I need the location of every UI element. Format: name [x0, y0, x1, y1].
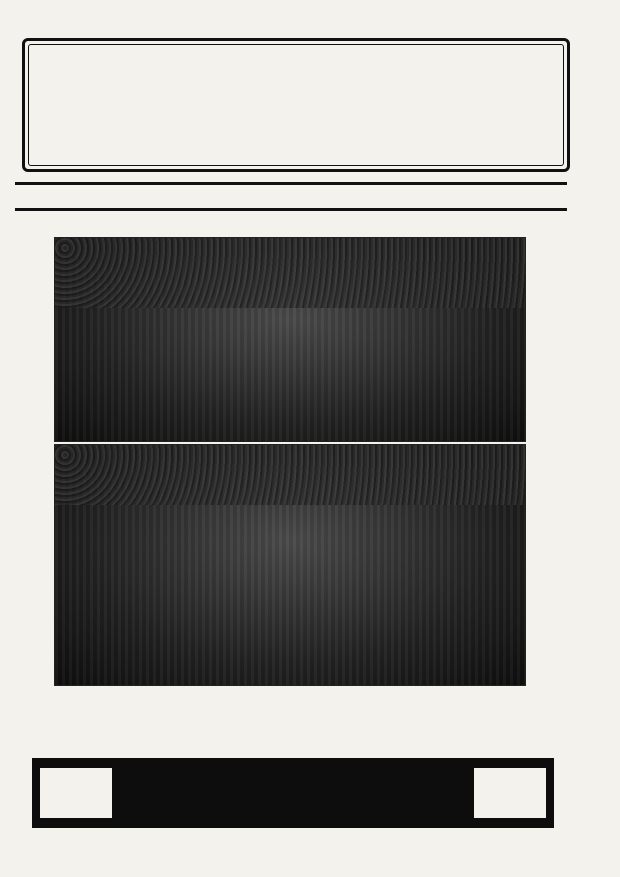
ad-right-panel	[474, 768, 546, 818]
photo-crowd	[55, 445, 525, 505]
ad-left-panel	[40, 768, 112, 818]
header-rule-top	[15, 182, 567, 185]
photo-crowd	[55, 238, 525, 308]
header-rule-bottom	[15, 208, 567, 211]
photo-team-austria	[54, 444, 526, 686]
advertisement	[32, 758, 554, 828]
masthead-inner-frame	[28, 44, 564, 166]
photo-team-hungary	[54, 237, 526, 442]
issue-info-row	[18, 188, 566, 206]
